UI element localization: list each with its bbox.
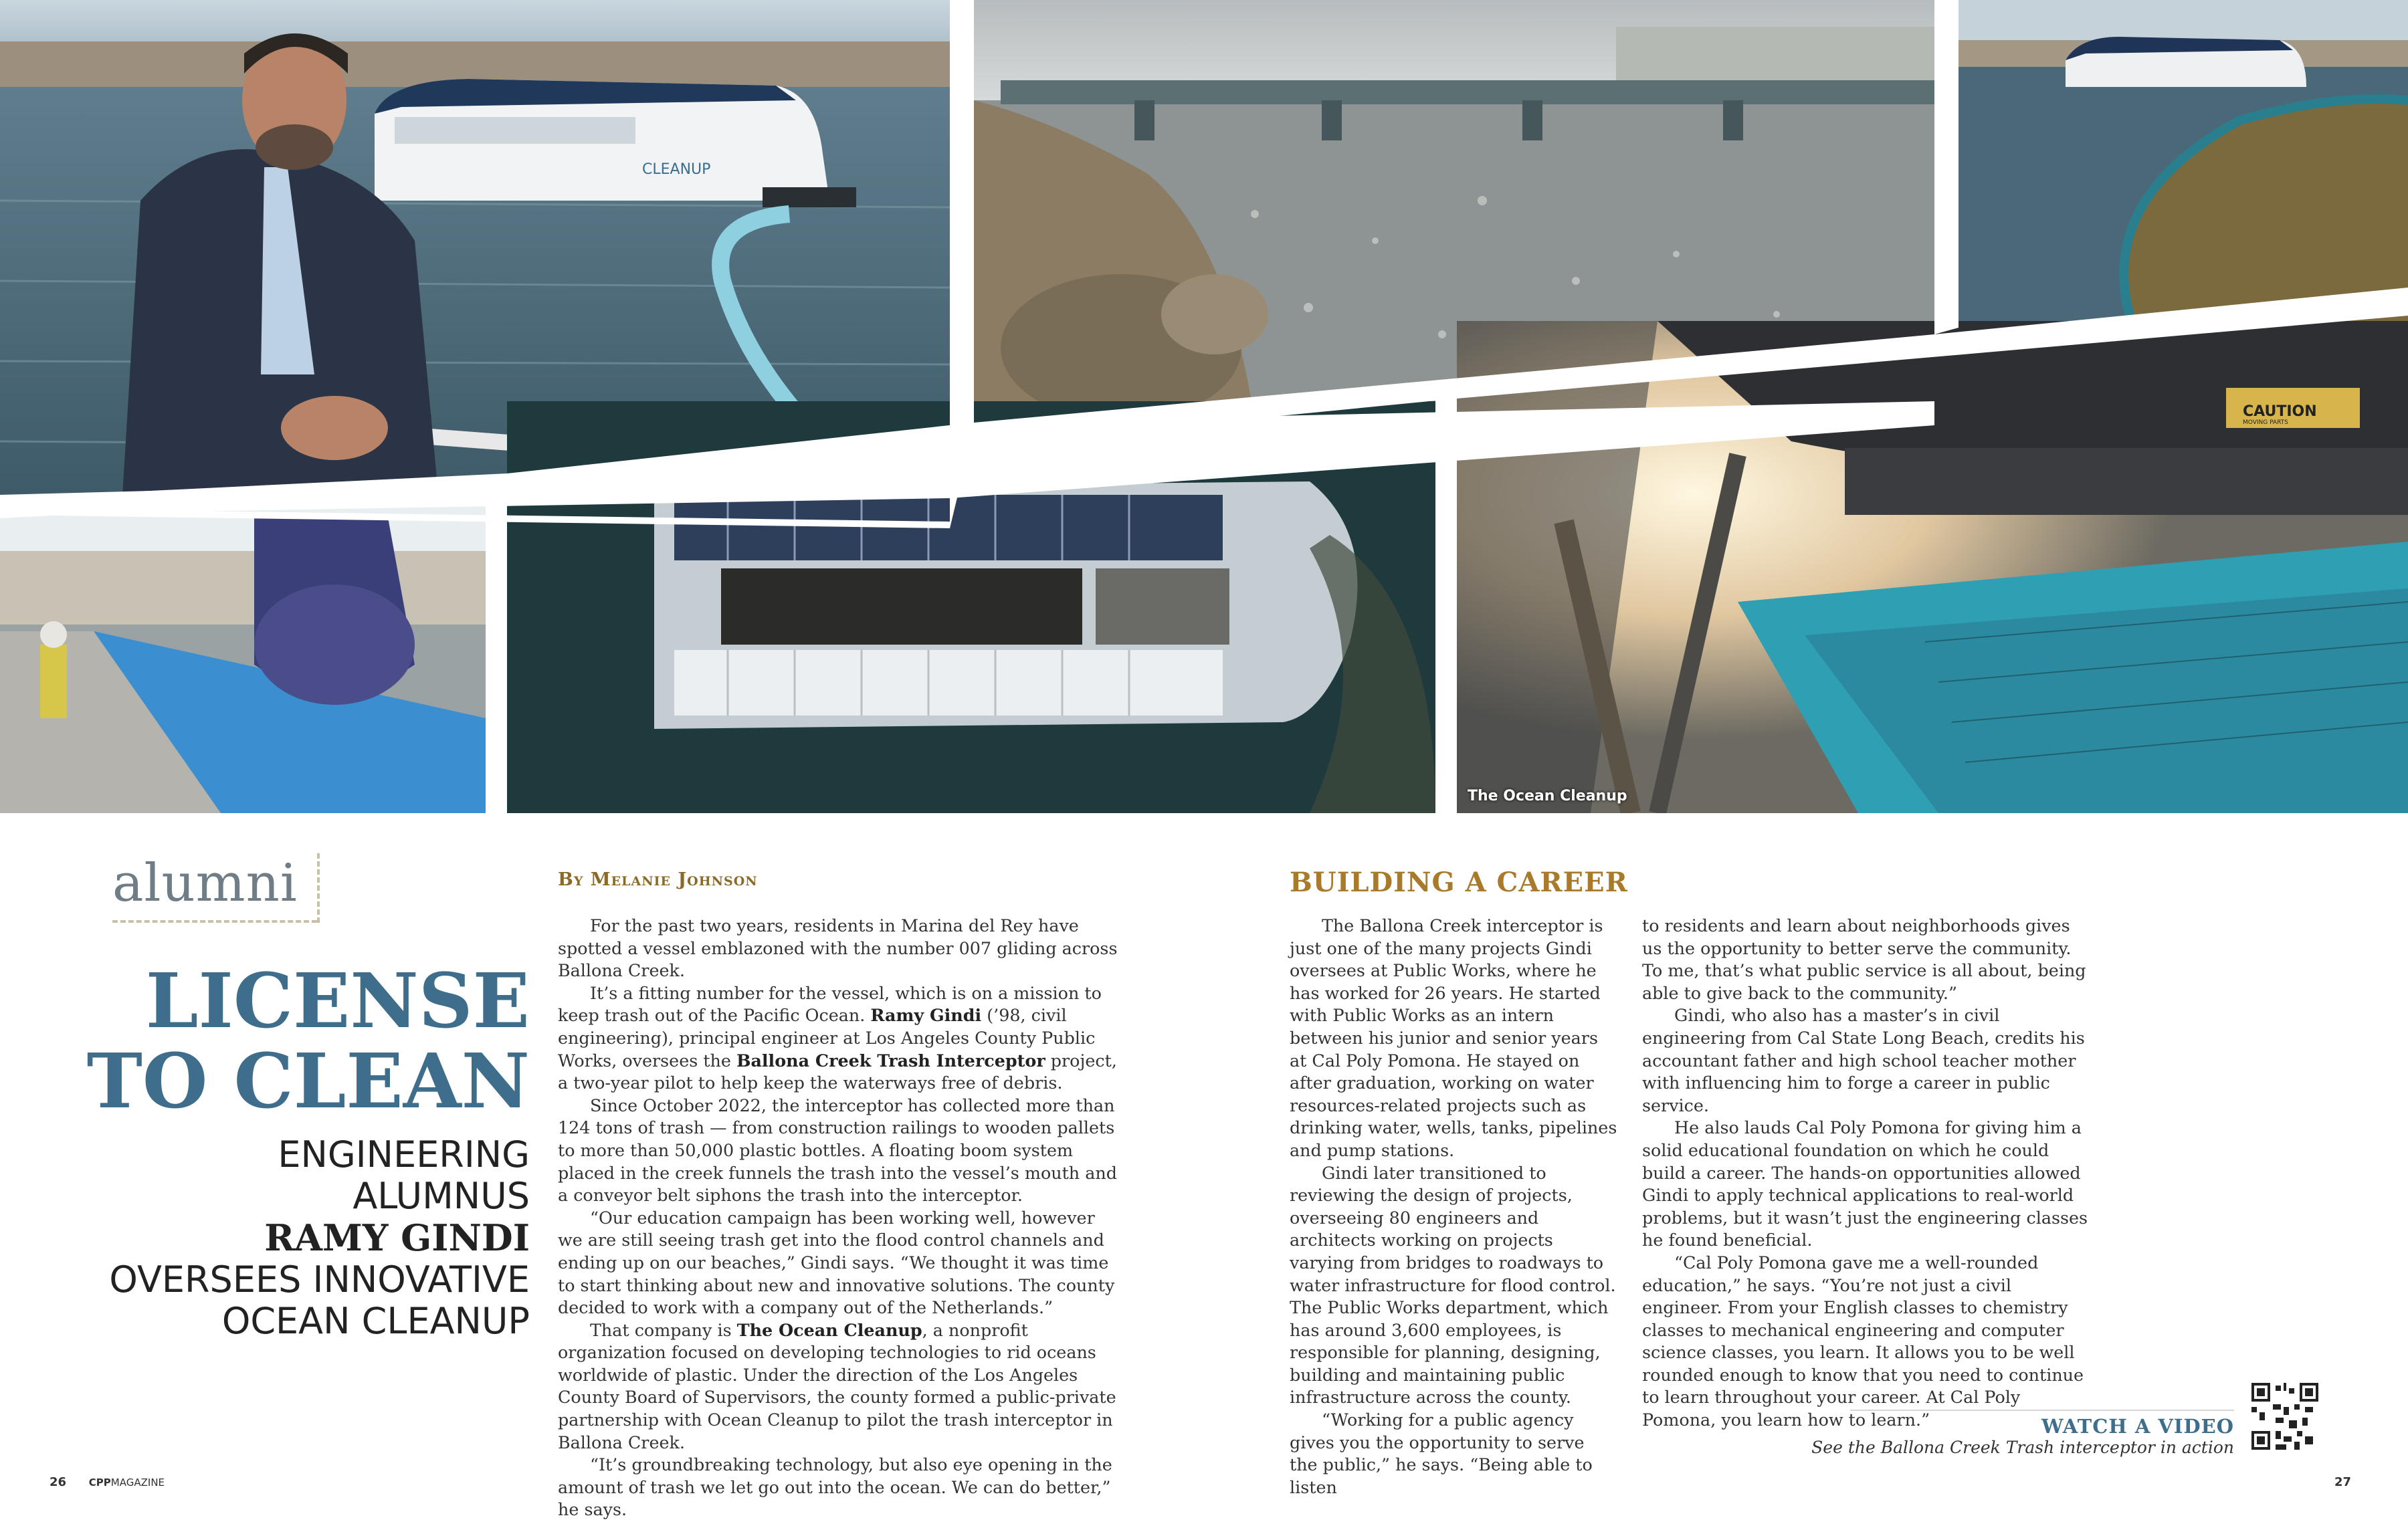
section-label-dashed-rule <box>317 853 320 923</box>
page-number-right: 27 <box>2334 1475 2352 1489</box>
deck-line2: ALUMNUS <box>353 1175 530 1217</box>
article-column-1 <box>558 915 1120 1521</box>
magazine-name: MAGAZINE <box>110 1476 165 1489</box>
headline-line2: TO CLEAN <box>86 1038 530 1125</box>
caution-sign-subtext: MOVING PARTS <box>2243 419 2288 426</box>
byline: By Melanie Johnson <box>558 869 758 890</box>
deck-line4: OCEAN CLEANUP <box>221 1300 530 1342</box>
vessel-lettering: CLEANUP <box>642 161 711 178</box>
photo-credit: The Ocean Cleanup <box>1468 788 1627 804</box>
article-column-3 <box>1642 915 2090 1432</box>
folio-right <box>2334 1475 2351 1489</box>
paragraph: The Ballona Creek interceptor is just one of the many projects Gindi oversees at Public Works, where he has worked for 26 years. He started with Public Works as an intern between his junior and senior years at Cal Poly Pomona. He stayed on after graduation, working on water resources-related projects such as drinking water, wells, tanks, pipelines and pump stations. <box>1290 915 1617 1160</box>
section-label <box>112 853 320 925</box>
paragraph: “Our education campaign has been working well, however we are still seeing trash get into the flood control channels and ending up on our beaches,” Gindi says. “We thought it was time to start thinking about new and innovative solutions. The county decided to work with a company out of the Netherlands.” <box>558 1207 1115 1318</box>
deck-name: RAMY GINDI <box>264 1216 530 1259</box>
subhead: BUILDING A CAREER <box>1290 867 1628 898</box>
paragraph: “It’s groundbreaking technology, but also eye opening in the amount of trash we let go out into the ocean. We can do better,” he says. <box>558 1454 1112 1520</box>
deck <box>62 1134 530 1342</box>
paragraph: “Cal Poly Pomona gave me a well-rounded education,” he says. “You’re not just a civil engineer. From your English classes to chemistry classes to mechanical engineering and computer science classes, you learn. It allows you to be well rounded enough to know that you need to continue to learn throughout your career. At Cal Poly Pomona, you learn how to learn.” <box>1642 1252 2084 1430</box>
paragraph: For the past two years, residents in Marina del Rey have spotted a vessel emblazoned with the number 007 gliding across Ballona Creek. <box>558 915 1118 981</box>
paragraph: Gindi, who also has a master’s in civil engineering from Cal State Long Beach, credits his accountant father and high school teacher mother with influencing him to forge a career in public service. <box>1642 1005 2085 1115</box>
paragraph: to residents and learn about neighborhoods gives us the opportunity to better serve the community. To me, that’s what public service is all about, being able to give back to the community.” <box>1642 915 2086 1003</box>
paragraph: That company is The Ocean Cleanup, a nonprofit organization focused on developing technologies to rid oceans worldwide of plastic. Under the direction of the Los Angeles County Board of Supervisors, the county formed a public-private partnership with Ocean Cleanup to pilot the trash interceptor in Ballona Creek. <box>558 1319 1116 1452</box>
article-column-2 <box>1290 915 1617 1499</box>
folio-left <box>49 1475 165 1489</box>
headline <box>62 958 530 1125</box>
paragraph: “Working for a public agency gives you the opportunity to serve the public,” he says. “Being able to listen <box>1290 1410 1593 1497</box>
page-number-left: 26 <box>49 1475 67 1489</box>
video-rule <box>1850 1410 2234 1411</box>
paragraph: Gindi later transitioned to reviewing the design of projects, overseeing 80 engineers and architects working on projects varying from bridges to roadways to water infrastructure for flood control. The Public Works department, which has around 3,600 employees, is responsible for planning, designing, building and maintaining public infrastructure across the county. <box>1290 1162 1616 1408</box>
paragraph: Since October 2022, the interceptor has collected more than 124 tons of trash — from construction railings to wooden pallets to more than 50,000 plastic bottles. A floating boom system placed in the creek funnels the trash into the vessel’s mouth and a conveyor belt siphons the trash into the interceptor. <box>558 1095 1117 1206</box>
deck-line3: OVERSEES INNOVATIVE <box>109 1258 530 1301</box>
paragraph: It’s a fitting number for the vessel, which is on a mission to keep trash out of the Pacific Ocean. Ramy Gindi (’98, civil engineering), principal engineer at Los Angeles County Public Works, oversees the Ballona Creek Trash Interceptor project, a two-year pilot to help keep the waterways free of debris. <box>558 982 1117 1093</box>
watch-video-link[interactable]: WATCH A VIDEO <box>2041 1415 2234 1438</box>
paragraph: He also lauds Cal Poly Pomona for giving him a solid educational foundation on which he could build a career. The hands-on opportunities allowed Gindi to apply technical applications to real-world problems, but it wasn’t just the engineering classes he found beneficial. <box>1642 1117 2088 1250</box>
headline-line1: LICENSE <box>145 958 530 1045</box>
magazine-name-bold: CPP <box>88 1476 111 1489</box>
caution-sign-text: CAUTION <box>2243 403 2317 420</box>
section-label-text: alumni <box>112 853 298 913</box>
watch-video-subtitle: See the Ballona Creek Trash interceptor in action <box>1811 1438 2234 1457</box>
qr-code-icon[interactable] <box>2251 1383 2318 1450</box>
deck-line1: ENGINEERING <box>278 1133 530 1176</box>
section-label-dashed-underline <box>112 920 317 923</box>
